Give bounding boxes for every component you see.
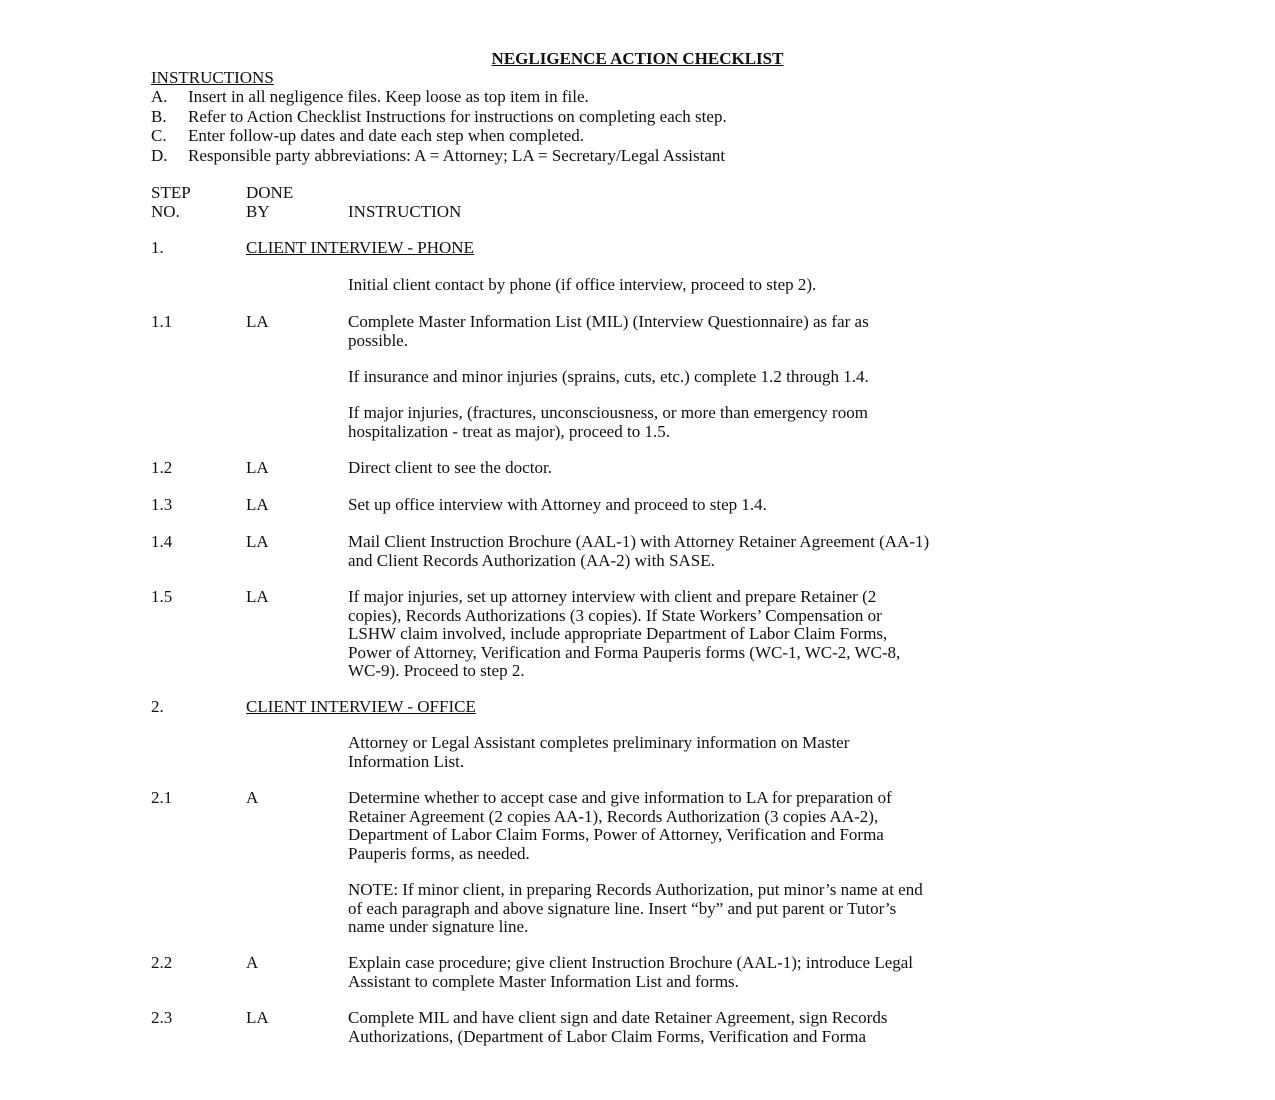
step-text xyxy=(348,588,1133,681)
text-line: and Client Records Authorization (AA-2) with SASE. xyxy=(348,550,715,570)
instruction-letter: D. xyxy=(151,145,168,165)
column-header-no: NO. xyxy=(151,202,180,221)
text-line: name under signature line. xyxy=(348,917,529,936)
text-line: Determine whether to accept case and give information to LA for preparation of xyxy=(348,788,892,807)
column-header-done: DONE xyxy=(246,183,294,202)
step-text xyxy=(348,881,1133,937)
done-by: LA xyxy=(246,1008,269,1027)
instruction-text: Responsible party abbreviations: A = Attorney; LA = Secretary/Legal Assistant xyxy=(188,145,726,165)
step-number: 1.3 xyxy=(151,495,173,514)
instruction-item xyxy=(151,147,727,167)
step-text xyxy=(348,789,1133,863)
section-title: CLIENT INTERVIEW - OFFICE xyxy=(246,697,476,716)
step-text xyxy=(348,404,1133,441)
instruction-letter: C. xyxy=(151,126,167,145)
done-by: LA xyxy=(246,458,269,477)
column-header-step: STEP xyxy=(151,183,191,202)
section-title: CLIENT INTERVIEW - PHONE xyxy=(246,238,474,257)
document-title: NEGLIGENCE ACTION CHECKLIST xyxy=(491,49,784,68)
step-text: Set up office interview with Attorney and proceed to step 1.4. xyxy=(348,495,767,514)
text-line: Explain case procedure; give client Instruction Brochure (AAL-1); introduce Legal xyxy=(348,953,914,972)
step-number: 2.1 xyxy=(151,788,173,807)
step-number: 1.5 xyxy=(151,587,173,606)
text-line: Department of Labor Claim Forms, Power of Attorney, Verification and Forma xyxy=(348,825,884,844)
instructions-heading: INSTRUCTIONS xyxy=(151,68,274,87)
step-text xyxy=(348,313,1133,350)
step-text xyxy=(348,954,1133,991)
step-text xyxy=(348,1009,1133,1046)
text-line: LSHW claim involved, include appropriate Department of Labor Claim Forms, xyxy=(348,624,888,643)
text-line: Mail Client Instruction Brochure (AAL-1) with Attorney Retainer Agreement (AA-1) xyxy=(348,532,930,551)
step-number: 2.3 xyxy=(151,1008,173,1027)
done-by: A xyxy=(246,788,259,807)
text-line: Power of Attorney, Verification and Forma Pauperis forms (WC-1, WC-2, WC-8, xyxy=(348,642,901,662)
text-line: possible. xyxy=(348,330,408,350)
instruction-item xyxy=(151,108,727,128)
instructions-list xyxy=(151,88,727,166)
instruction-item xyxy=(151,127,727,147)
step-number: 1.1 xyxy=(151,312,173,331)
step-number: 2.2 xyxy=(151,953,173,972)
step-text xyxy=(348,533,1133,570)
text-line: Attorney or Legal Assistant completes preliminary information on Master xyxy=(348,733,850,752)
step-text xyxy=(348,734,1133,771)
column-header-instruction: INSTRUCTION xyxy=(348,202,462,221)
text-line: NOTE: If minor client, in preparing Records Authorization, put minor’s name at end xyxy=(348,880,923,899)
text-line: copies), Records Authorizations (3 copies). If State Workers’ Compensation or xyxy=(348,605,882,625)
instruction-item xyxy=(151,88,727,108)
done-by: LA xyxy=(246,312,269,331)
text-line: hospitalization - treat as major), proceed to 1.5. xyxy=(348,421,670,441)
done-by: LA xyxy=(246,495,269,514)
text-line: Complete MIL and have client sign and date Retainer Agreement, sign Records xyxy=(348,1008,888,1027)
step-number: 1.4 xyxy=(151,532,173,551)
step-text: If insurance and minor injuries (sprains, cuts, etc.) complete 1.2 through 1.4. xyxy=(348,367,869,386)
text-line: Assistant to complete Master Information List and forms. xyxy=(348,971,739,991)
text-line: Pauperis forms, as needed. xyxy=(348,843,530,863)
text-line: If major injuries, set up attorney interview with client and prepare Retainer (2 xyxy=(348,587,877,606)
instruction-text: Enter follow-up dates and date each step when completed. xyxy=(188,126,585,145)
done-by: A xyxy=(246,953,259,972)
instruction-letter: A. xyxy=(151,87,168,106)
step-text: Direct client to see the doctor. xyxy=(348,458,552,477)
text-line: Retainer Agreement (2 copies AA-1), Records Authorization (3 copies AA-2), xyxy=(348,806,879,826)
column-header-by: BY xyxy=(246,202,270,221)
step-number: 2. xyxy=(151,697,164,716)
instruction-letter: B. xyxy=(151,106,167,126)
text-line: Authorizations, (Department of Labor Claim Forms, Verification and Forma xyxy=(348,1026,867,1046)
text-line: Information List. xyxy=(348,751,465,771)
done-by: LA xyxy=(246,587,269,606)
step-number: 1.2 xyxy=(151,458,173,477)
step-text: Initial client contact by phone (if office interview, proceed to step 2). xyxy=(348,275,817,294)
text-line: Complete Master Information List (MIL) (Interview Questionnaire) as far as xyxy=(348,312,869,331)
text-line: If major injuries, (fractures, unconsciousness, or more than emergency room xyxy=(348,403,868,422)
instruction-text: Refer to Action Checklist Instructions for instructions on completing each step. xyxy=(188,106,727,126)
step-number: 1. xyxy=(151,238,164,257)
instruction-text: Insert in all negligence files. Keep loose as top item in file. xyxy=(188,87,589,106)
text-line: of each paragraph and above signature line. Insert “by” and put parent or Tutor’s xyxy=(348,898,897,918)
done-by: LA xyxy=(246,532,269,551)
text-line: WC-9). Proceed to step 2. xyxy=(348,661,525,680)
